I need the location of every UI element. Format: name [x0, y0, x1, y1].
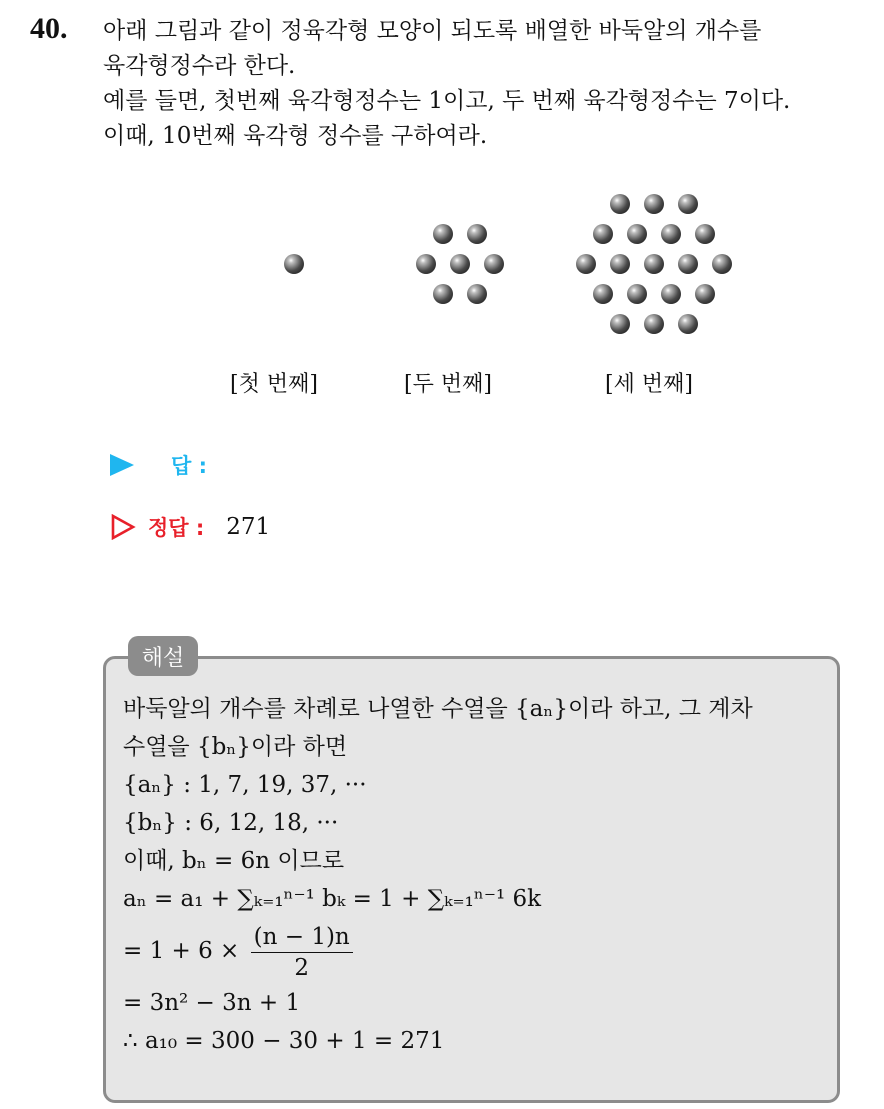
solution-line-fraction: [123, 918, 753, 984]
go-stone: [610, 314, 630, 334]
question-line: 예를 들면, 첫번째 육각형정수는 1이고, 두 번째 육각형정수는 7이다.: [103, 88, 791, 114]
go-stone: [695, 284, 715, 304]
solution-tab: 해설: [128, 636, 198, 676]
solution-line: {aₙ} : 1, 7, 19, 37, ···: [123, 772, 367, 798]
go-stone: [433, 224, 453, 244]
solution-line: aₙ = a₁ + ∑ₖ₌₁ⁿ⁻¹ bₖ = 1 + ∑ₖ₌₁ⁿ⁻¹ 6k: [123, 886, 542, 912]
solution-line: 이때, bₙ = 6n 이므로: [123, 848, 345, 874]
triangle-outline-icon: [110, 514, 136, 540]
fraction-prefix: = 1 + 6 ×: [123, 938, 240, 964]
triangle-filled-icon: [110, 454, 134, 476]
question-line: 이때, 10번째 육각형 정수를 구하여라.: [103, 123, 488, 149]
correct-answer-row: [110, 511, 270, 543]
go-stone: [678, 314, 698, 334]
solution-line: = 3n² − 3n + 1: [123, 990, 301, 1016]
go-stone: [678, 194, 698, 214]
go-stone: [678, 254, 698, 274]
solution-line: ∴ a₁₀ = 300 − 30 + 1 = 271: [123, 1028, 445, 1054]
figure-label-third: [세 번째]: [605, 372, 693, 397]
go-stone: [661, 284, 681, 304]
go-stone: [695, 224, 715, 244]
go-stone: [661, 224, 681, 244]
figure-label-first: [첫 번째]: [230, 372, 318, 397]
answer-row: [110, 450, 207, 480]
question-line: 육각형정수라 한다.: [103, 53, 296, 79]
go-stone: [627, 284, 647, 304]
go-stone: [416, 254, 436, 274]
solution-content: [123, 690, 753, 1060]
go-stone: [467, 284, 487, 304]
question-number: 40.: [30, 12, 68, 45]
fraction-denominator: 2: [294, 954, 310, 981]
go-stone: [644, 314, 664, 334]
correct-answer-label: 정답 :: [148, 516, 205, 540]
go-stone: [284, 254, 304, 274]
go-stone: [627, 224, 647, 244]
go-stone: [610, 254, 630, 274]
go-stone: [593, 224, 613, 244]
go-stone: [433, 284, 453, 304]
go-stone: [576, 254, 596, 274]
fraction: [251, 922, 353, 983]
question-text: [103, 14, 873, 154]
go-stone: [593, 284, 613, 304]
go-stone: [467, 224, 487, 244]
fraction-numerator: (n − 1)n: [251, 922, 353, 953]
go-stone: [610, 194, 630, 214]
go-stone: [484, 254, 504, 274]
hexagonal-numbers-figure: [0, 180, 884, 420]
solution-line: {bₙ} : 6, 12, 18, ···: [123, 810, 339, 836]
solution-line: 바둑알의 개수를 차례로 나열한 수열을 {aₙ}이라 하고, 그 계차: [123, 696, 753, 722]
question-line: 아래 그림과 같이 정육각형 모양이 되도록 배열한 바둑알의 개수를: [103, 18, 762, 44]
solution-line: 수열을 {bₙ}이라 하면: [123, 734, 348, 760]
go-stone: [644, 194, 664, 214]
go-stone: [644, 254, 664, 274]
go-stone: [712, 254, 732, 274]
answer-label: 답 :: [171, 454, 207, 478]
go-stone: [450, 254, 470, 274]
figure-label-second: [두 번째]: [404, 372, 492, 397]
correct-answer-value: 271: [226, 514, 271, 540]
